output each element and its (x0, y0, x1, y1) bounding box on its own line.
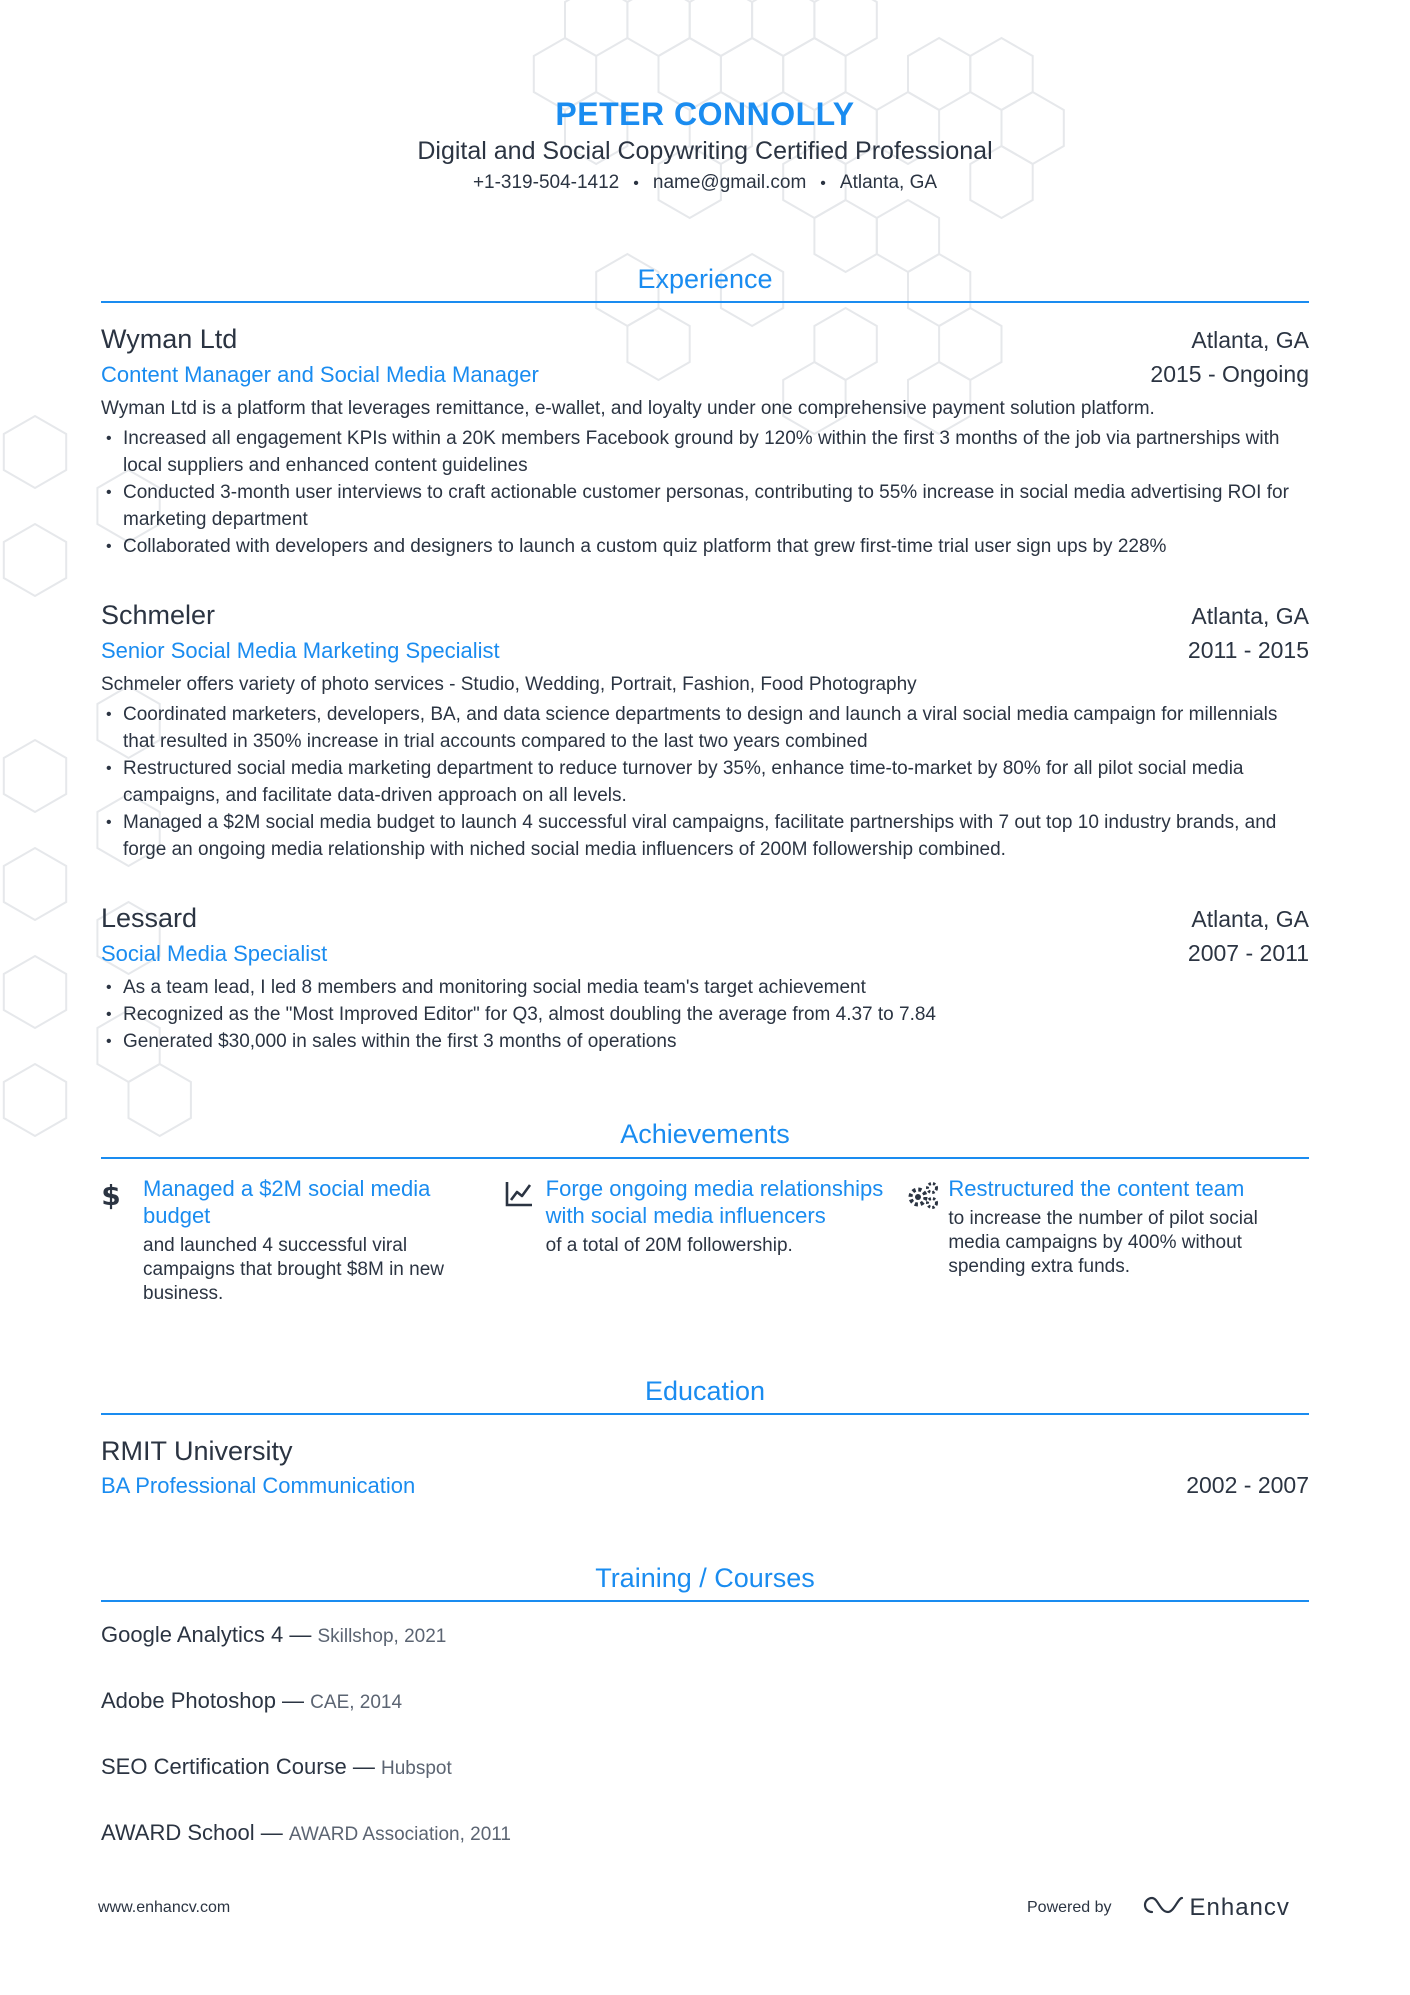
bullet-item: • Generated $30,000 in sales within the first 3 months of operations (101, 1028, 1309, 1055)
achievement-item (504, 1175, 907, 1306)
job-bullets (101, 425, 1309, 560)
job-entry (101, 901, 1309, 1055)
achievement-body: and launched 4 successful viral campaigns that brought $8M in new business. (143, 1235, 445, 1304)
section-title-experience: Experience (637, 264, 773, 294)
chart-line-icon (504, 1175, 546, 1306)
course-name: SEO Certification Course (101, 1754, 347, 1779)
section-divider (101, 1600, 1309, 1602)
job-bullets (101, 974, 1309, 1055)
course-meta: AWARD Association, 2011 (288, 1824, 511, 1845)
hexagon-shape (627, 0, 689, 56)
job-description: Wyman Ltd is a platform that leverages remittance, e-wallet, and loyalty under one comprehensive payment solution platform. (101, 398, 1155, 419)
brand-name: Enhancv (1189, 1893, 1290, 1921)
job-company: Schmeler (101, 600, 216, 630)
hexagon-shape (690, 0, 752, 56)
job-location: Atlanta, GA (1191, 603, 1309, 629)
resume-header (101, 95, 1309, 196)
bullet-item: • As a team lead, I led 8 members and monitoring social media team's target achievement (101, 974, 1309, 1001)
achievement-item (101, 1175, 504, 1306)
achievement-body: of a total of 20M followership. (545, 1235, 793, 1256)
job-location: Atlanta, GA (1191, 327, 1309, 353)
svg-text:$: $ (101, 1180, 121, 1210)
hexagon-shape (4, 848, 66, 920)
job-company: Wyman Ltd (101, 324, 238, 354)
bullet-item: • Coordinated marketers, developers, BA, and data science departments to design and launch a viral social media campaign for millennials that resulted in 350% increase in trial accounts compared to the last two years combined (101, 701, 1309, 755)
phone[interactable]: +1-319-504-1412 (472, 172, 620, 193)
hexagon-shape (565, 0, 627, 56)
course-meta: Hubspot (381, 1758, 452, 1779)
course-item: Google Analytics 4 — Skillshop, 2021 (101, 1622, 447, 1647)
bullet-item: • Increased all engagement KPIs within a 20K members Facebook ground by 120% within the first 3 months of the job via partnerships with local suppliers and enhanced content guidelines (101, 425, 1309, 479)
achievement-body: to increase the number of pilot social media campaigns by 400% without spending extra funds. (948, 1208, 1258, 1277)
section-title-education: Education (644, 1376, 766, 1406)
hexagon-shape (814, 0, 876, 56)
education-entry (101, 1434, 1309, 1503)
job-role: Senior Social Media Marketing Specialist (101, 638, 500, 663)
course-item: Adobe Photoshop — CAE, 2014 (101, 1688, 403, 1713)
achievement-title: Restructured the content team (948, 1176, 1245, 1201)
candidate-title: Digital and Social Copywriting Certified Professional (417, 137, 993, 165)
bullet-item: • Managed a $2M social media budget to launch 4 successful viral campaigns, facilitate partnerships with 7 out top 10 industry brands, and forge an ongoing media relationship with niched social media influencers of 200M followership combined. (101, 809, 1309, 863)
contact-line (101, 171, 1309, 196)
education-school: RMIT University (101, 1436, 293, 1466)
course-item: AWARD School — AWARD Association, 2011 (101, 1820, 511, 1845)
footer-website[interactable]: www.enhancv.com (98, 1899, 231, 1916)
candidate-name: PETER CONNOLLY (555, 96, 855, 132)
job-description: Schmeler offers variety of photo services - Studio, Wedding, Portrait, Fashion, Food Photography (101, 674, 917, 695)
course-meta: Skillshop, 2021 (317, 1626, 447, 1647)
hexagon-shape (752, 0, 814, 56)
email[interactable]: name@gmail.com (652, 172, 807, 193)
job-role: Content Manager and Social Media Manager (101, 362, 539, 387)
dollar-icon (101, 1175, 143, 1306)
section-divider (101, 301, 1309, 303)
job-dates: 2015 - Ongoing (1150, 361, 1309, 387)
job-dates: 2007 - 2011 (1187, 940, 1309, 966)
job-role: Social Media Specialist (101, 941, 328, 966)
education-dates: 2002 - 2007 (1186, 1472, 1309, 1498)
course-name: Adobe Photoshop (101, 1688, 276, 1713)
hexagon-shape (4, 416, 66, 488)
location: Atlanta, GA (839, 172, 938, 193)
job-company: Lessard (101, 903, 198, 933)
hexagon-shape (4, 524, 66, 596)
separator-dot: • (633, 175, 639, 192)
section-title-training: Training / Courses (595, 1563, 815, 1593)
section-title-achievements: Achievements (620, 1119, 790, 1149)
achievement-title: Managed a $2M social media budget (143, 1176, 431, 1228)
powered-by-label: Powered by (1027, 1898, 1112, 1916)
job-entry (101, 322, 1309, 560)
enhancv-logo-icon (1138, 1893, 1184, 1922)
bullet-item: • Recognized as the "Most Improved Editor" for Q3, almost doubling the average from 4.37 to 7.84 (101, 1001, 1309, 1028)
hexagon-shape (4, 740, 66, 812)
education-degree: BA Professional Communication (101, 1473, 416, 1498)
course-name: Google Analytics 4 (101, 1622, 284, 1647)
course-meta: CAE, 2014 (310, 1692, 403, 1713)
bullet-item: • Restructured social media marketing department to reduce turnover by 35%, enhance time-to-market by 80% for all pilot social media campaigns, and facilitate data-driven approach on all levels. (101, 755, 1309, 809)
section-divider (101, 1157, 1309, 1159)
bullet-item: • Conducted 3-month user interviews to craft actionable customer personas, contributing to 55% increase in social media advertising ROI for marketing department (101, 479, 1309, 533)
footer-branding (1027, 1893, 1290, 1922)
job-bullets (101, 701, 1309, 863)
separator-dot: • (820, 175, 826, 192)
achievement-item (906, 1175, 1309, 1306)
bullet-item: • Collaborated with developers and designers to launch a custom quiz platform that grew first-time trial user sign ups by 228% (101, 533, 1309, 560)
achievement-title: Forge ongoing media relationships with social media influencers (545, 1176, 884, 1228)
course-item: SEO Certification Course — Hubspot (101, 1754, 452, 1779)
course-name: AWARD School (101, 1820, 255, 1845)
job-dates: 2011 - 2015 (1187, 637, 1309, 663)
hexagon-shape (4, 956, 66, 1028)
gears-icon (906, 1175, 948, 1306)
job-location: Atlanta, GA (1191, 906, 1309, 932)
achievements-grid (101, 1175, 1309, 1306)
hexagon-shape (4, 1064, 66, 1136)
job-entry (101, 598, 1309, 863)
section-divider (101, 1413, 1309, 1415)
